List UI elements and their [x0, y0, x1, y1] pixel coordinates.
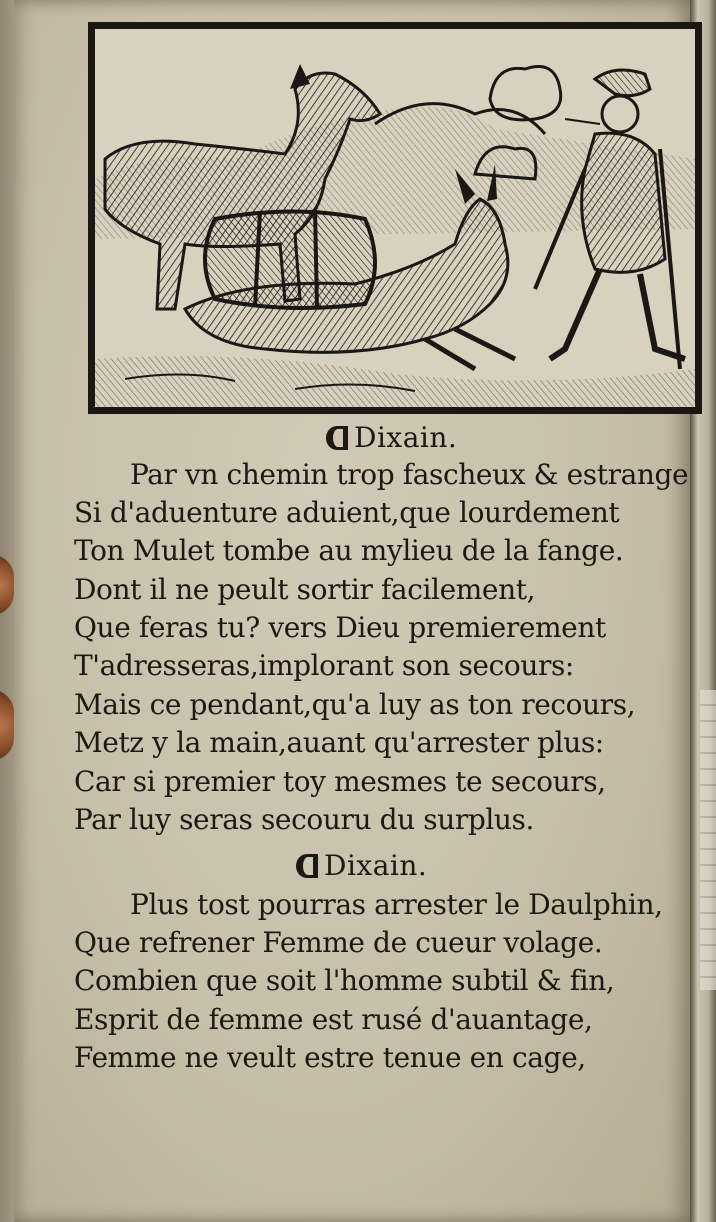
- poem-line: Femme ne veult estre tenue en cage,: [74, 1041, 586, 1074]
- poem-line: Combien que soit l'homme subtil & fin,: [74, 964, 615, 997]
- poem-line: T'adresseras,implorant son secours:: [74, 649, 574, 682]
- poem-heading: [296, 848, 427, 884]
- poem-line: Car si premier toy mesmes te secours,: [74, 765, 606, 798]
- poem-line: Metz y la main,auant qu'arrester plus:: [74, 726, 604, 759]
- page-stack-edge: [700, 690, 716, 990]
- poem-line: Dont il ne peult sortir facilement,: [74, 573, 536, 606]
- book-clip-icon: [0, 690, 14, 760]
- poem-heading-text: Dixain.: [324, 849, 428, 882]
- poem-line: Mais ce pendant,qu'a luy as ton recours,: [74, 688, 636, 721]
- pilcrow-icon: [296, 852, 320, 880]
- poem-heading-text: Dixain.: [354, 421, 458, 454]
- poem-line: Par vn chemin trop fascheux & estrange: [130, 458, 689, 491]
- book-clip-icon: [0, 555, 14, 615]
- woodcut-illustration: [88, 22, 702, 414]
- poem-line: Que feras tu? vers Dieu premierement: [74, 611, 606, 644]
- poem-line: Ton Mulet tombe au mylieu de la fange.: [74, 534, 624, 567]
- poem-line: Que refrener Femme de cueur volage.: [74, 926, 603, 959]
- poem-heading: [326, 420, 457, 456]
- poem-line: Esprit de femme est rusé d'auantage,: [74, 1003, 593, 1036]
- poem-line: Plus tost pourras arrester le Daulphin,: [130, 888, 663, 921]
- poem-line: Si d'aduenture aduient,que lourdement: [74, 496, 620, 529]
- pilcrow-icon: [326, 424, 350, 452]
- woodcut-mule-fallen-in-mud-icon: [95, 29, 695, 407]
- poem-line: Par luy seras secouru du surplus.: [74, 803, 535, 836]
